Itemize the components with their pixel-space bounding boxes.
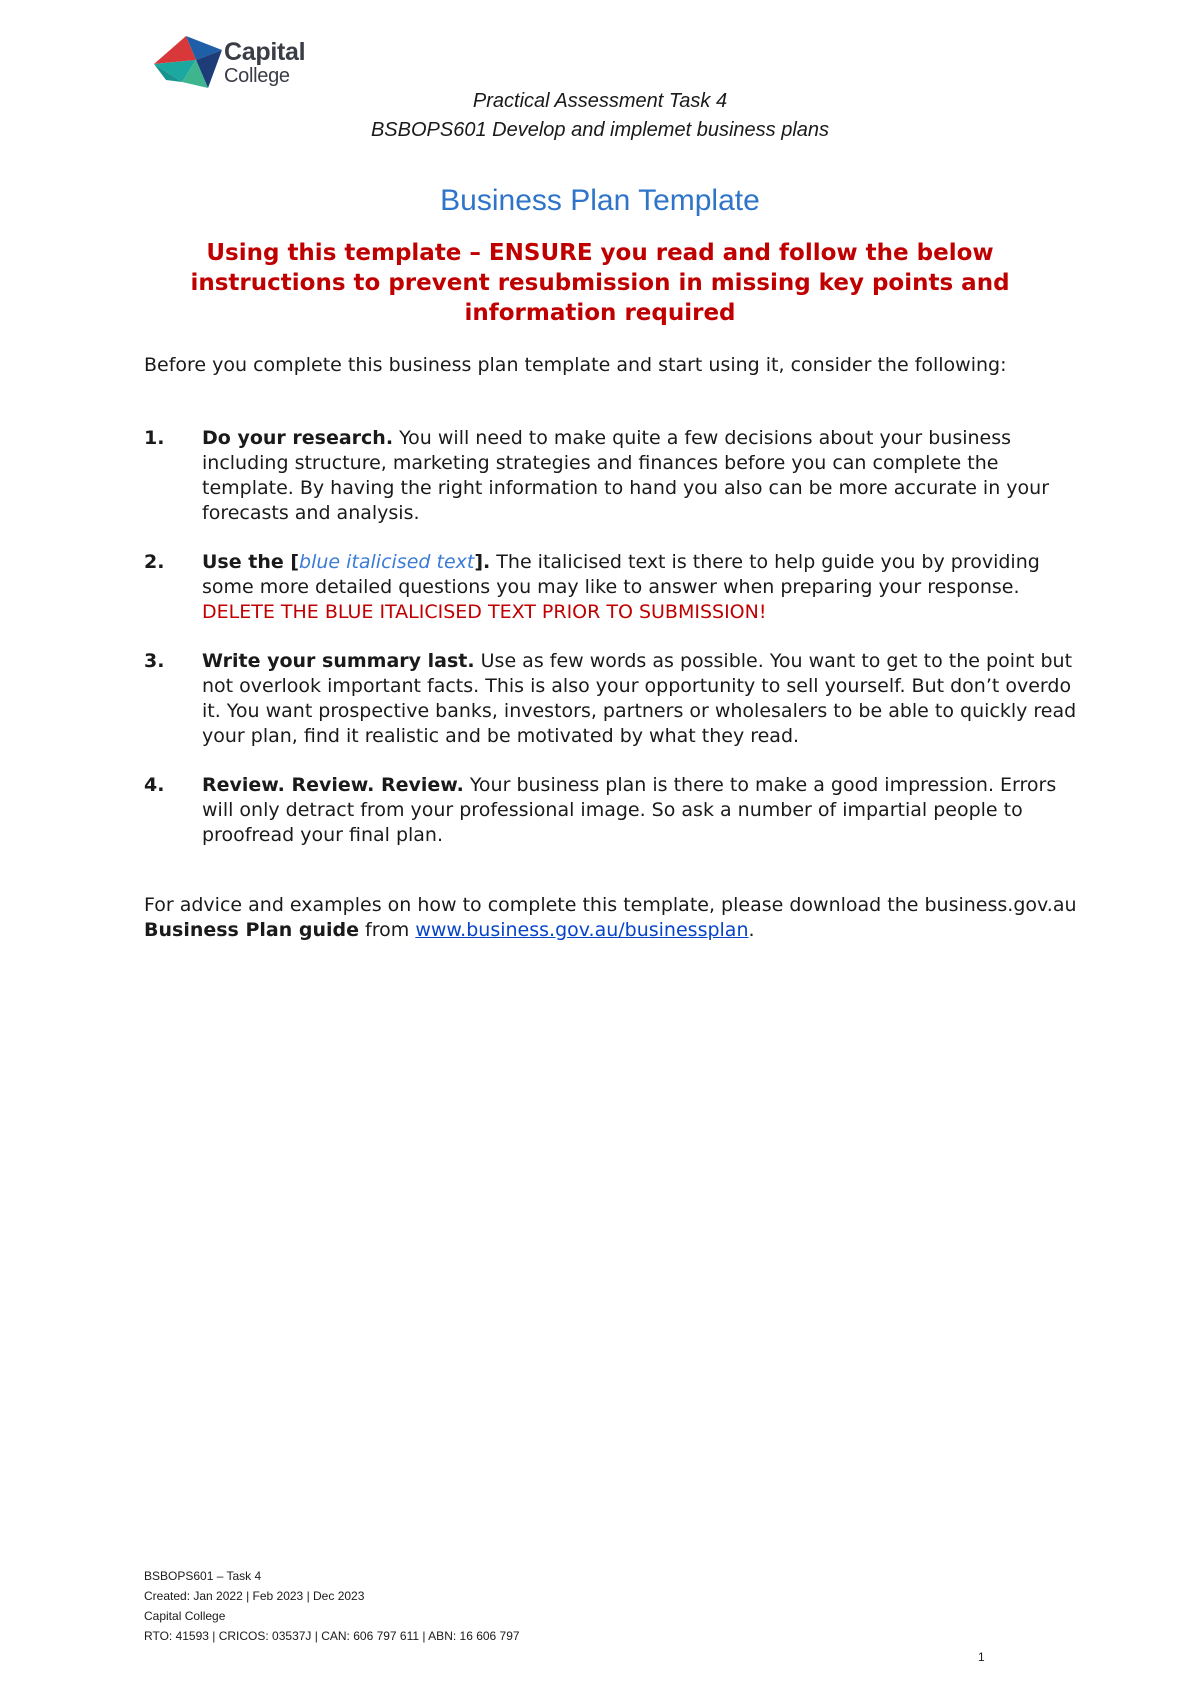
- footer-registration: RTO: 41593 | CRICOS: 03537J | CAN: 606 797 611 | ABN: 16 606 797: [144, 1629, 520, 1643]
- assessment-task-heading: Practical Assessment Task 4: [472, 90, 728, 112]
- list-item: [144, 426, 1079, 526]
- business-plan-guide-label: Business Plan guide: [144, 919, 360, 941]
- list-item-number: 1.: [144, 427, 165, 449]
- advice-text: For advice and examples on how to complete this template, please download the business.gov.au: [144, 894, 1077, 916]
- list-item-text: You will need to make quite a few decisions about your business including structure, marketing strategies and finances before you can complete the template. By having the right information to hand you also can be more accurate in your forecasts and analysis.: [202, 427, 1050, 524]
- delete-warning: DELETE THE BLUE ITALICISED TEXT PRIOR TO SUBMISSION!: [202, 601, 767, 623]
- document-title: Business Plan Template: [440, 184, 760, 217]
- instructions-list: [144, 426, 1079, 872]
- list-item-lead-suffix: ].: [474, 551, 491, 573]
- list-item-text: Use as few words as possible. You want to get to the point but not overlook important facts. This is also your opportunity to sell yourself. But don’t overdo it. You want prospective banks, investors, partners or wholesalers to be able to quickly read your plan, find it realistic and be motivated by what they read.: [202, 650, 1077, 747]
- list-item-number: 4.: [144, 774, 165, 796]
- list-item: [144, 649, 1079, 749]
- list-item-number: 2.: [144, 551, 165, 573]
- list-item: [144, 773, 1079, 848]
- logo-wordmark-line2: College: [224, 65, 290, 87]
- page-number: 1: [978, 1650, 985, 1664]
- blue-italic-sample: blue italicised text: [299, 551, 475, 573]
- list-item-lead: Do your research.: [202, 427, 394, 449]
- list-item: [144, 550, 1079, 625]
- logo-wordmark-line1: Capital: [224, 38, 306, 66]
- advice-text: .: [748, 919, 755, 941]
- footer-college: Capital College: [144, 1609, 226, 1623]
- list-item-lead: Review. Review. Review.: [202, 774, 464, 796]
- list-item-text: Your business plan is there to make a good impression. Errors will only detract from your professional image. So ask a number of impartial people to proofread your final plan.: [202, 774, 1057, 846]
- businessplan-link[interactable]: www.business.gov.au/businessplan: [415, 919, 749, 941]
- intro-paragraph: Before you complete this business plan template and start using it, consider the following:: [144, 354, 1007, 376]
- warning-instructions: Using this template – ENSURE you read and follow the below instructions to prevent resubmission in missing key points and information required: [190, 240, 1010, 326]
- list-item-lead-prefix: Use the [: [202, 551, 300, 573]
- footer-created: Created: Jan 2022 | Feb 2023 | Dec 2023: [144, 1589, 365, 1603]
- page-footer: [144, 1566, 520, 1646]
- advice-paragraph: [144, 893, 1079, 943]
- list-item-lead: Write your summary last.: [202, 650, 475, 672]
- list-item-number: 3.: [144, 650, 165, 672]
- advice-text: from: [359, 919, 416, 941]
- unit-code-heading: BSBOPS601 Develop and implemet business plans: [370, 119, 830, 141]
- list-item-text: The italicised text is there to help guide you by providing some more detailed questions you may like to answer when preparing your response.: [202, 551, 1040, 598]
- footer-task: BSBOPS601 – Task 4: [144, 1569, 262, 1583]
